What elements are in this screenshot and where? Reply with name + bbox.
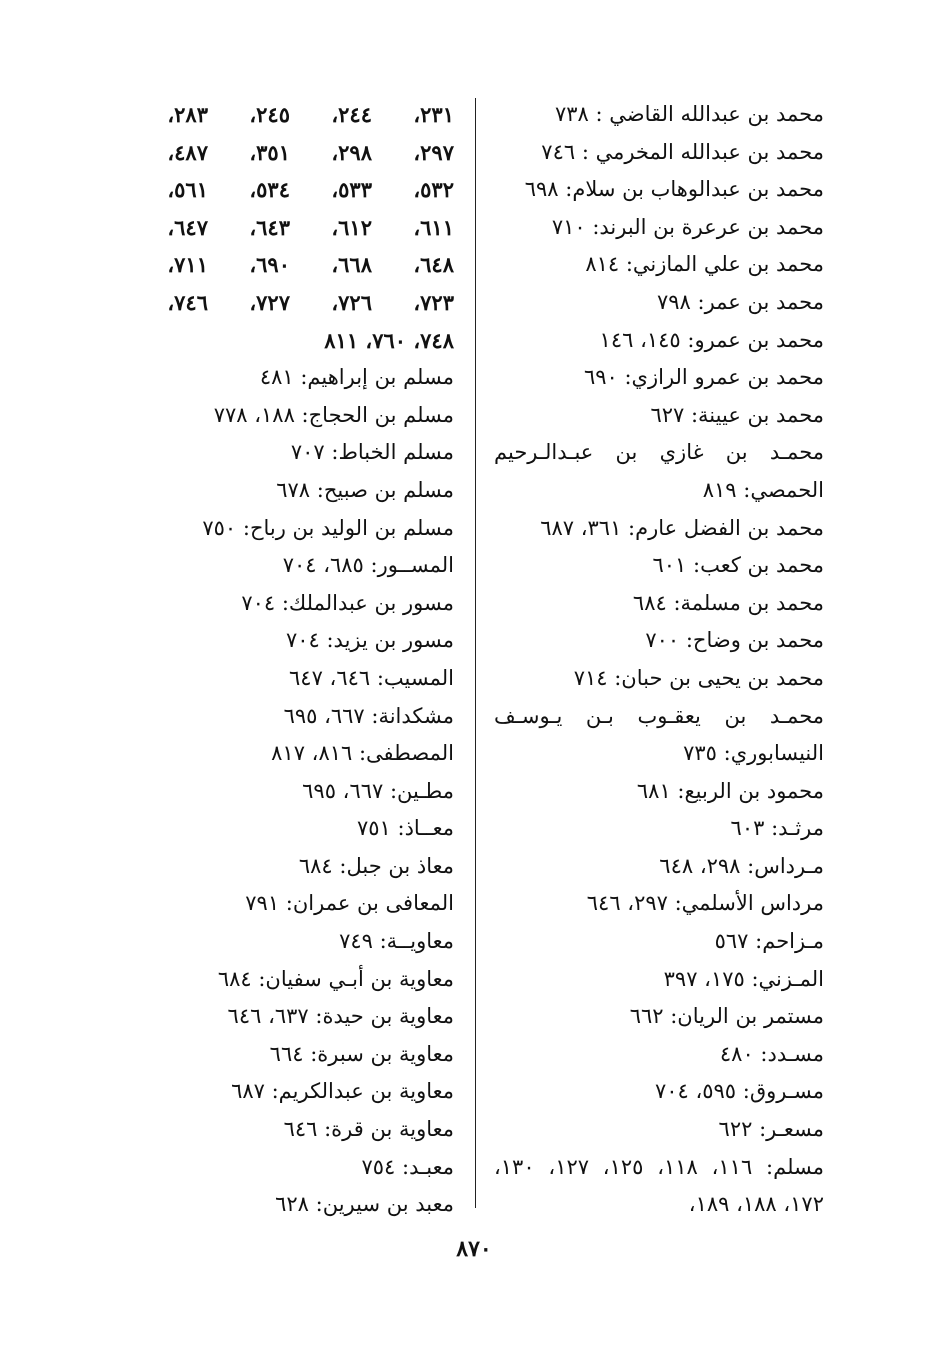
page-ref: ٦٦٨،: [331, 252, 372, 278]
page-ref: ٢٤٤،: [331, 102, 372, 127]
page-ref: ٥٣٢،: [413, 177, 454, 203]
page-number: ٨٧٠: [456, 1236, 492, 1262]
page-ref: ٦٩٠،: [249, 252, 290, 278]
index-entry: معــاذ: ٧٥١: [356, 816, 454, 841]
page-ref: ٣٥١،: [249, 139, 290, 165]
continuation-numbers: [134, 96, 454, 322]
index-entry: محمد بن علي المازني: ٨١٤: [585, 252, 824, 277]
index-entry: محمود بن الربيع: ٦٨١: [636, 778, 824, 803]
left-column: [134, 96, 454, 1224]
right-column: [494, 96, 824, 1224]
page-ref: ٦١٢،: [331, 214, 372, 240]
index-entry: مطـين: ٦٦٧، ٦٩٥: [302, 778, 454, 803]
index-entry: مسلم: ١١٦، ١١٨، ١٢٥، ١٢٧، ١٣٠، ١٧٢، ١٨٨، ١٨٩،: [494, 1154, 824, 1217]
index-entry: مسلم بن الحجاج: ١٨٨، ٧٧٨: [213, 402, 454, 427]
index-entry: مسعـر: ٦٢٢: [718, 1117, 824, 1142]
index-entry: معبد بن سيرين: ٦٢٨: [275, 1192, 454, 1217]
index-entry: مسـدد: ٤٨٠: [719, 1041, 824, 1066]
page-ref: ٥٣٤،: [249, 177, 290, 203]
index-entry: محمد بن عمر: ٧٩٨: [656, 289, 824, 314]
index-entry: مـزاحم: ٥٦٧: [714, 929, 824, 954]
page-ref: ٦١١،: [413, 214, 454, 240]
index-entry: معاوية بن سبرة: ٦٦٤: [269, 1041, 454, 1066]
index-entry: معاوية بن أبـي سفيان: ٦٨٤: [217, 966, 454, 991]
index-entry: معاذ بن جبل: ٦٨٤: [298, 853, 454, 878]
index-entry: محمد بن عبدالله القاضي : ٧٣٨: [554, 102, 824, 126]
page-ref: ٦٤٨،: [413, 252, 454, 278]
page-ref: ٢٩٧،: [413, 139, 454, 165]
index-entry: المصطفى: ٨١٦، ٨١٧: [271, 741, 454, 766]
index-entry: مسلم بن إبراهيم: ٤٨١: [259, 365, 454, 390]
index-entry: محمد بن عمرو الرازي: ٦٩٠: [583, 365, 824, 390]
index-entry: محمد بن مسلمة: ٦٨٤: [632, 590, 824, 615]
index-entry: المسيب: ٦٤٦، ٦٤٧: [289, 665, 454, 690]
page-ref: ٧٢٣،: [413, 289, 454, 315]
page-ref: ٦٤٧،: [167, 214, 208, 240]
index-entry: مشكدانة: ٦٦٧، ٦٩٥: [283, 703, 454, 728]
index-entry: مرثـد: ٦٠٣: [730, 816, 824, 841]
index-entry: محمد بن وضاح: ٧٠٠: [645, 628, 824, 653]
page-ref: ٥٣٣،: [331, 177, 372, 203]
index-entry: محمد بن عبدالوهاب بن سلام: ٦٩٨: [524, 177, 824, 202]
page-ref: ٥٦١،: [167, 177, 208, 203]
index-entry: معاوية بن حيدة: ٦٣٧، ٦٤٦: [227, 1004, 454, 1029]
index-entry: المـزني: ١٧٥، ٣٩٧: [663, 966, 824, 991]
page-ref: ٢٤٥،: [249, 102, 290, 127]
index-entry: مسور بن عبدالملك: ٧٠٤: [241, 590, 454, 615]
index-entry: محمد بن كعب: ٦٠١: [652, 553, 824, 578]
index-entry: معاويــة: ٧٤٩: [339, 929, 454, 954]
index-entry: المعافى بن عمران: ٧٩١: [245, 891, 454, 916]
index-entry: مسـروق: ٥٩٥، ٧٠٤: [654, 1079, 824, 1104]
index-entry: محمد بن عيينة: ٦٢٧: [650, 402, 824, 427]
index-entry: محمد بن الفضل عارم: ٣٦١، ٦٨٧: [540, 515, 824, 540]
index-entry: معبـد: ٧٥٤: [361, 1154, 454, 1179]
index-entry: المســور: ٦٨٥، ٧٠٤: [282, 553, 454, 578]
page-ref: ٧٤٦،: [167, 289, 208, 315]
index-entry: مرداس الأسلمي: ٢٩٧، ٦٤٦: [586, 891, 824, 916]
page-ref: ٧٢٦،: [331, 289, 372, 315]
page-ref: ٢٩٨،: [331, 139, 372, 165]
index-entry: مستمر بن الريان: ٦٦٢: [629, 1004, 824, 1029]
index-entry: مسلم بن صبيح: ٦٧٨: [276, 477, 454, 502]
page-ref: ٤٨٧،: [167, 139, 208, 165]
index-entry: معاوية بن قرة: ٦٤٦: [283, 1117, 454, 1142]
index-entry: محمد بن عرعرة بن البرند: ٧١٠: [551, 214, 824, 239]
index-entry: مسلم الخباط: ٧٠٧: [290, 440, 454, 465]
index-entry: مسلم بن الوليد بن رباح: ٧٥٠: [202, 515, 454, 540]
index-entry: مسور بن يزيد: ٧٠٤: [285, 628, 454, 653]
index-entry: محمـد بن غازي بن عبـدالـرحيم الحمصي: ٨١٩: [494, 440, 824, 502]
page-ref: ٢٨٣،: [167, 102, 208, 127]
index-entry: محمد بن عبدالله المخرمي : ٧٤٦: [541, 139, 824, 164]
column-divider: [475, 98, 476, 1208]
index-entry: محمد بن يحيى بن حبان: ٧١٤: [573, 665, 824, 690]
page-ref: ٧١١،: [167, 252, 208, 278]
index-entry: محمـد بن يعقـوب بـن يـوسـف النيسابوري: ٧٣٥: [494, 703, 824, 766]
page-ref: ٧٢٧،: [249, 289, 290, 315]
index-entry: محمد بن عمرو: ١٤٥، ١٤٦: [599, 327, 824, 352]
page-ref: ٢٣١،: [413, 102, 454, 127]
index-entry: معاوية بن عبدالكريم: ٦٨٧: [231, 1079, 454, 1104]
index-entry: مـرداس: ٢٩٨، ٦٤٨: [659, 853, 824, 878]
continuation-tail: ٧٤٨، ٧٦٠، ٨١١: [324, 327, 454, 353]
page-ref: ٦٤٣،: [249, 214, 290, 240]
